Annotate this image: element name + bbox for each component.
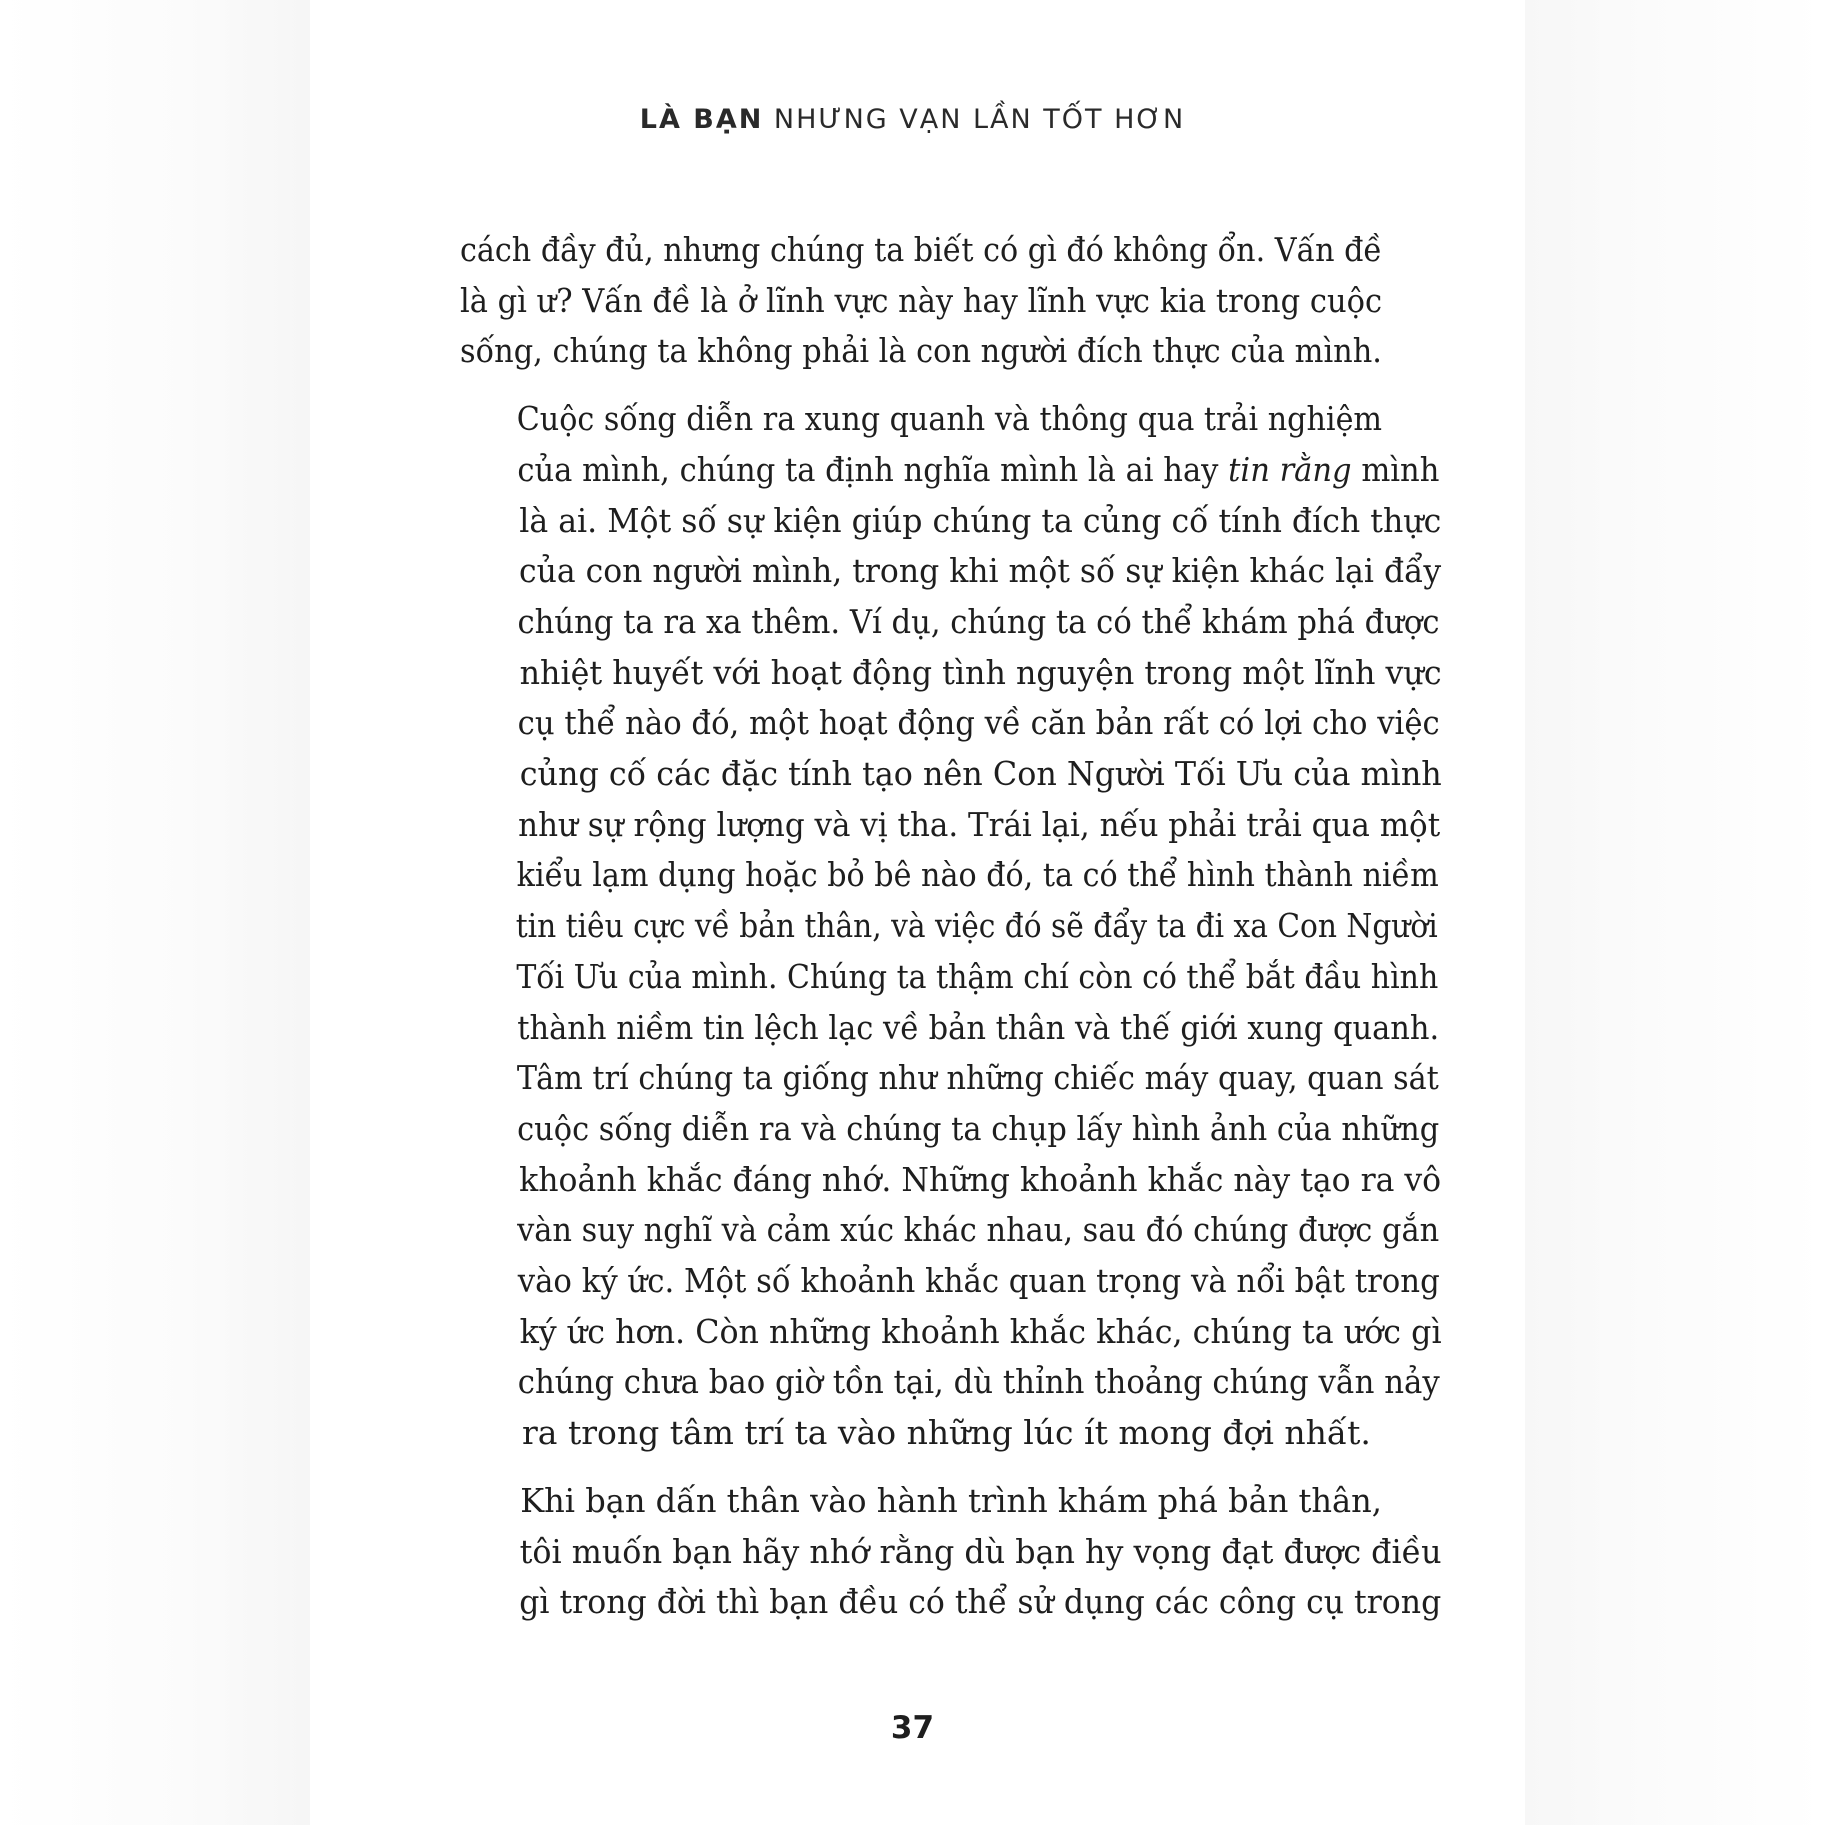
text-line: như sự rộng lượng và vị tha. Trái lại, nếu phải trải qua một [518, 804, 1441, 844]
text-line: ra trong tâm trí ta vào những lúc ít mong đợi nhất. [522, 1413, 1371, 1453]
text-line: Cuộc sống diễn ra xung quanh và thông qua trải nghiệm [516, 399, 1383, 439]
text-line: kiểu lạm dụng hoặc bỏ bê nào đó, ta có thể hình thành niềm [516, 855, 1439, 895]
text-line: là ai. Một số sự kiện giúp chúng ta củng cố tính đích thực [519, 500, 1442, 540]
text-line: là gì ư? Vấn đề là ở lĩnh vực này hay lĩnh vực kia trong cuộc [460, 280, 1383, 320]
text-line: khoảnh khắc đáng nhớ. Những khoảnh khắc này tạo ra vô [519, 1159, 1442, 1199]
text-line: ký ức hơn. Còn những khoảnh khắc khác, chúng ta ước gì [519, 1311, 1442, 1351]
text-line: chúng chưa bao giờ tồn tại, dù thỉnh thoảng chúng vẫn nảy [517, 1362, 1440, 1402]
text-line: củng cố các đặc tính tạo nên Con Người Tối Ưu của mình [519, 754, 1442, 794]
text-line: Khi bạn dấn thân vào hành trình khám phá bản thân, [520, 1480, 1382, 1520]
header-title-bold: LÀ BẠN [639, 104, 764, 135]
text-line: của mình, chúng ta định nghĩa mình là ai hay tin rằng mình [517, 449, 1440, 489]
page-gutter-shade [0, 0, 310, 1825]
text-line: gì trong đời thì bạn đều có thể sử dụng các công cụ trong [519, 1582, 1442, 1622]
text-line: tôi muốn bạn hãy nhớ rằng dù bạn hy vọng đạt được điều [519, 1531, 1442, 1571]
page-edge-shade [1525, 0, 1825, 1825]
text-line: thành niềm tin lệch lạc về bản thân và thế giới xung quanh. [517, 1007, 1440, 1047]
page-number: 37 [890, 1710, 935, 1746]
body-text [460, 225, 1442, 1645]
paragraph [460, 394, 1442, 1459]
running-header [0, 104, 1825, 135]
text-line: cuộc sống diễn ra và chúng ta chụp lấy hình ảnh của những [517, 1108, 1440, 1148]
paragraph [460, 1476, 1442, 1628]
text-line: nhiệt huyết với hoạt động tình nguyện trong một lĩnh vực [519, 652, 1442, 692]
text-line: vào ký ức. Một số khoảnh khắc quan trọng và nổi bật trong [517, 1261, 1440, 1301]
text-line: Tối Ưu của mình. Chúng ta thậm chí còn có thể bắt đầu hình [516, 956, 1439, 996]
header-title-rest: NHƯNG VẠN LẦN TỐT HƠN [773, 104, 1186, 135]
text-line: cụ thể nào đó, một hoạt động về căn bản rất có lợi cho việc [517, 703, 1440, 743]
text-line: vàn suy nghĩ và cảm xúc khác nhau, sau đó chúng được gắn [517, 1210, 1440, 1250]
text-line: của con người mình, trong khi một số sự kiện khác lại đẩy [519, 551, 1442, 591]
paragraph [460, 225, 1382, 377]
text-line: sống, chúng ta không phải là con người đích thực của mình. [460, 331, 1382, 371]
text-line: tin tiêu cực về bản thân, và việc đó sẽ đẩy ta đi xa Con Người [515, 906, 1438, 946]
text-line: chúng ta ra xa thêm. Ví dụ, chúng ta có thể khám phá được [517, 601, 1440, 641]
text-line: Tâm trí chúng ta giống như những chiếc máy quay, quan sát [516, 1058, 1439, 1098]
text-line: cách đầy đủ, nhưng chúng ta biết có gì đó không ổn. Vấn đề [460, 230, 1383, 269]
